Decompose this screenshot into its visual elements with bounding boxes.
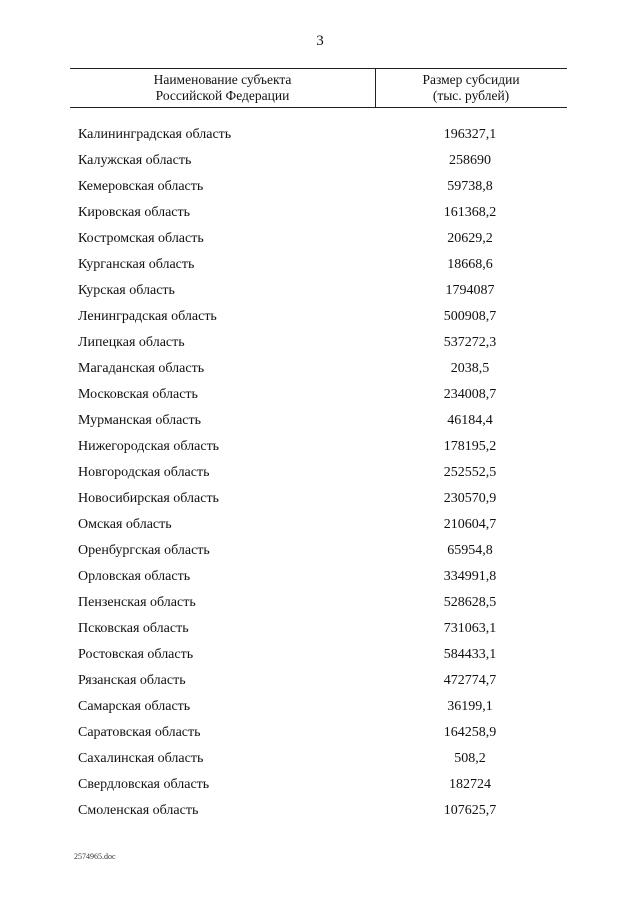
region-name: Новгородская область	[78, 465, 210, 480]
table-row	[0, 668, 640, 694]
table-row	[0, 720, 640, 746]
table-row	[0, 564, 640, 590]
table-row	[0, 460, 640, 486]
subsidy-amount: 164258,9	[443, 725, 497, 740]
table-row	[0, 252, 640, 278]
table-row	[0, 148, 640, 174]
subsidy-amount: 210604,7	[443, 517, 497, 532]
table-row	[0, 616, 640, 642]
table-row	[0, 798, 640, 824]
subsidy-amount: 182724	[449, 777, 491, 792]
column-header-amount-line2: (тыс. рублей)	[432, 88, 510, 103]
region-name: Магаданская область	[78, 361, 205, 376]
subsidy-amount: 528628,5	[443, 595, 497, 610]
table-row	[0, 122, 640, 148]
subsidy-amount: 46184,4	[447, 413, 493, 428]
table-row	[0, 538, 640, 564]
subsidy-amount: 584433,1	[443, 647, 497, 662]
region-name: Новосибирская область	[78, 491, 219, 506]
subsidy-amount: 59738,8	[447, 179, 493, 194]
region-name: Омская область	[78, 517, 172, 532]
subsidy-amount: 65954,8	[447, 543, 493, 558]
region-name: Калужская область	[78, 153, 192, 168]
table-row	[0, 226, 640, 252]
subsidy-amount: 500908,7	[443, 309, 497, 324]
region-name: Рязанская область	[78, 673, 186, 688]
column-header-region-line1: Наименование субъекта	[153, 72, 292, 87]
table-row	[0, 694, 640, 720]
page-number: 3	[316, 33, 324, 49]
table-row	[0, 772, 640, 798]
subsidy-amount: 230570,9	[443, 491, 497, 506]
region-name: Саратовская область	[78, 725, 201, 740]
column-header-region-line2: Российской Федерации	[155, 88, 290, 103]
table-row	[0, 746, 640, 772]
region-name: Смоленская область	[78, 803, 199, 818]
table-row	[0, 512, 640, 538]
document-id: 2574965.doc	[74, 852, 116, 861]
subsidy-table-body	[0, 122, 640, 824]
region-name: Ленинградская область	[78, 309, 217, 324]
table-row	[0, 434, 640, 460]
subsidy-amount: 36199,1	[447, 699, 493, 714]
region-name: Курская область	[78, 283, 175, 298]
region-name: Московская область	[78, 387, 198, 402]
table-row	[0, 304, 640, 330]
subsidy-amount: 161368,2	[443, 205, 497, 220]
region-name: Оренбургская область	[78, 543, 210, 558]
table-row	[0, 382, 640, 408]
subsidy-amount: 731063,1	[443, 621, 497, 636]
region-name: Нижегородская область	[78, 439, 220, 454]
subsidy-amount: 252552,5	[443, 465, 497, 480]
subsidy-amount: 107625,7	[443, 803, 497, 818]
table-row	[0, 330, 640, 356]
region-name: Костромская область	[78, 231, 204, 246]
subsidy-amount: 196327,1	[443, 127, 497, 142]
table-header	[70, 68, 567, 108]
region-name: Пензенская область	[78, 595, 196, 610]
table-row	[0, 174, 640, 200]
column-header-amount	[375, 72, 567, 104]
subsidy-amount: 334991,8	[443, 569, 497, 584]
region-name: Мурманская область	[78, 413, 202, 428]
subsidy-amount: 18668,6	[447, 257, 493, 272]
subsidy-amount: 234008,7	[443, 387, 497, 402]
subsidy-amount: 1794087	[445, 283, 495, 298]
table-row	[0, 408, 640, 434]
column-header-amount-line1: Размер субсидии	[422, 72, 520, 87]
subsidy-amount: 537272,3	[443, 335, 497, 350]
region-name: Псковская область	[78, 621, 189, 636]
region-name: Курганская область	[78, 257, 195, 272]
table-row	[0, 356, 640, 382]
region-name: Кировская область	[78, 205, 191, 220]
table-row	[0, 590, 640, 616]
subsidy-amount: 20629,2	[447, 231, 493, 246]
subsidy-amount: 178195,2	[443, 439, 497, 454]
subsidy-amount: 508,2	[454, 751, 486, 766]
region-name: Кемеровская область	[78, 179, 204, 194]
region-name: Калининградская область	[78, 127, 232, 142]
table-row	[0, 486, 640, 512]
table-row	[0, 278, 640, 304]
subsidy-amount: 2038,5	[450, 361, 490, 376]
table-row	[0, 642, 640, 668]
region-name: Самарская область	[78, 699, 191, 714]
region-name: Орловская область	[78, 569, 191, 584]
column-header-region	[70, 72, 375, 104]
region-name: Липецкая область	[78, 335, 185, 350]
subsidy-amount: 472774,7	[443, 673, 497, 688]
region-name: Свердловская область	[78, 777, 210, 792]
table-row	[0, 200, 640, 226]
region-name: Сахалинская область	[78, 751, 204, 766]
subsidy-amount: 258690	[449, 153, 491, 168]
region-name: Ростовская область	[78, 647, 194, 662]
